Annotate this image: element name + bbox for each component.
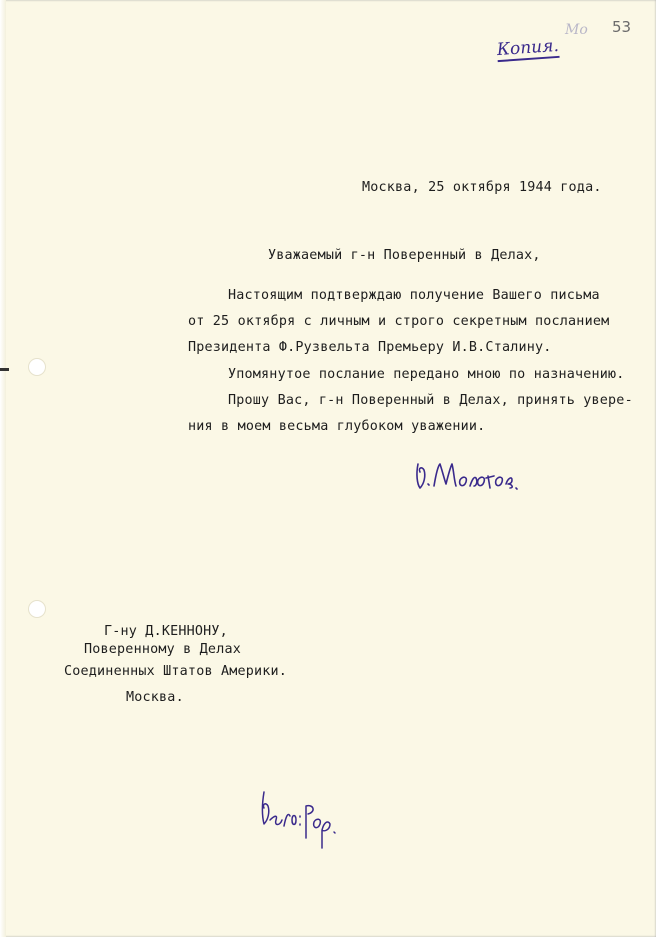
pencil-scribble: Мо <box>565 22 588 38</box>
body-line-4: Упомянутое послание передано мною по назначению. <box>228 367 625 382</box>
punch-hole-bottom <box>28 600 46 618</box>
page-number: 53 <box>612 18 632 36</box>
body-line-5: Прошу Вас, г-н Поверенный в Делах, принять увере- <box>228 393 633 408</box>
salutation: Уважаемый г-н Поверенный в Делах, <box>268 248 541 263</box>
body-line-6: ния в моем весьма глубоком уважении. <box>188 419 486 434</box>
copy-stamp: Копия. <box>496 35 560 61</box>
addressee-line-1: Г-ну Д.КЕННОНУ, <box>104 624 228 639</box>
body-line-2: от 25 октября с личным и строго секретным посланием <box>188 314 610 329</box>
certification-handwriting <box>258 786 342 856</box>
date-line: Москва, 25 октября 1944 года. <box>362 180 602 195</box>
margin-mark <box>0 368 9 371</box>
punch-hole-top <box>28 358 46 376</box>
body-line-3: Президента Ф.Рузвельта Премьеру И.В.Сталину. <box>188 340 552 355</box>
addressee-line-3: Соединенных Штатов Америки. <box>64 664 288 679</box>
addressee-line-2: Поверенному в Делах <box>84 642 241 657</box>
signature-molotov <box>412 454 522 498</box>
body-line-1: Настоящим подтверждаю получение Вашего письма <box>228 288 600 303</box>
addressee-line-4: Москва. <box>126 690 184 705</box>
paper-edge <box>0 0 6 937</box>
